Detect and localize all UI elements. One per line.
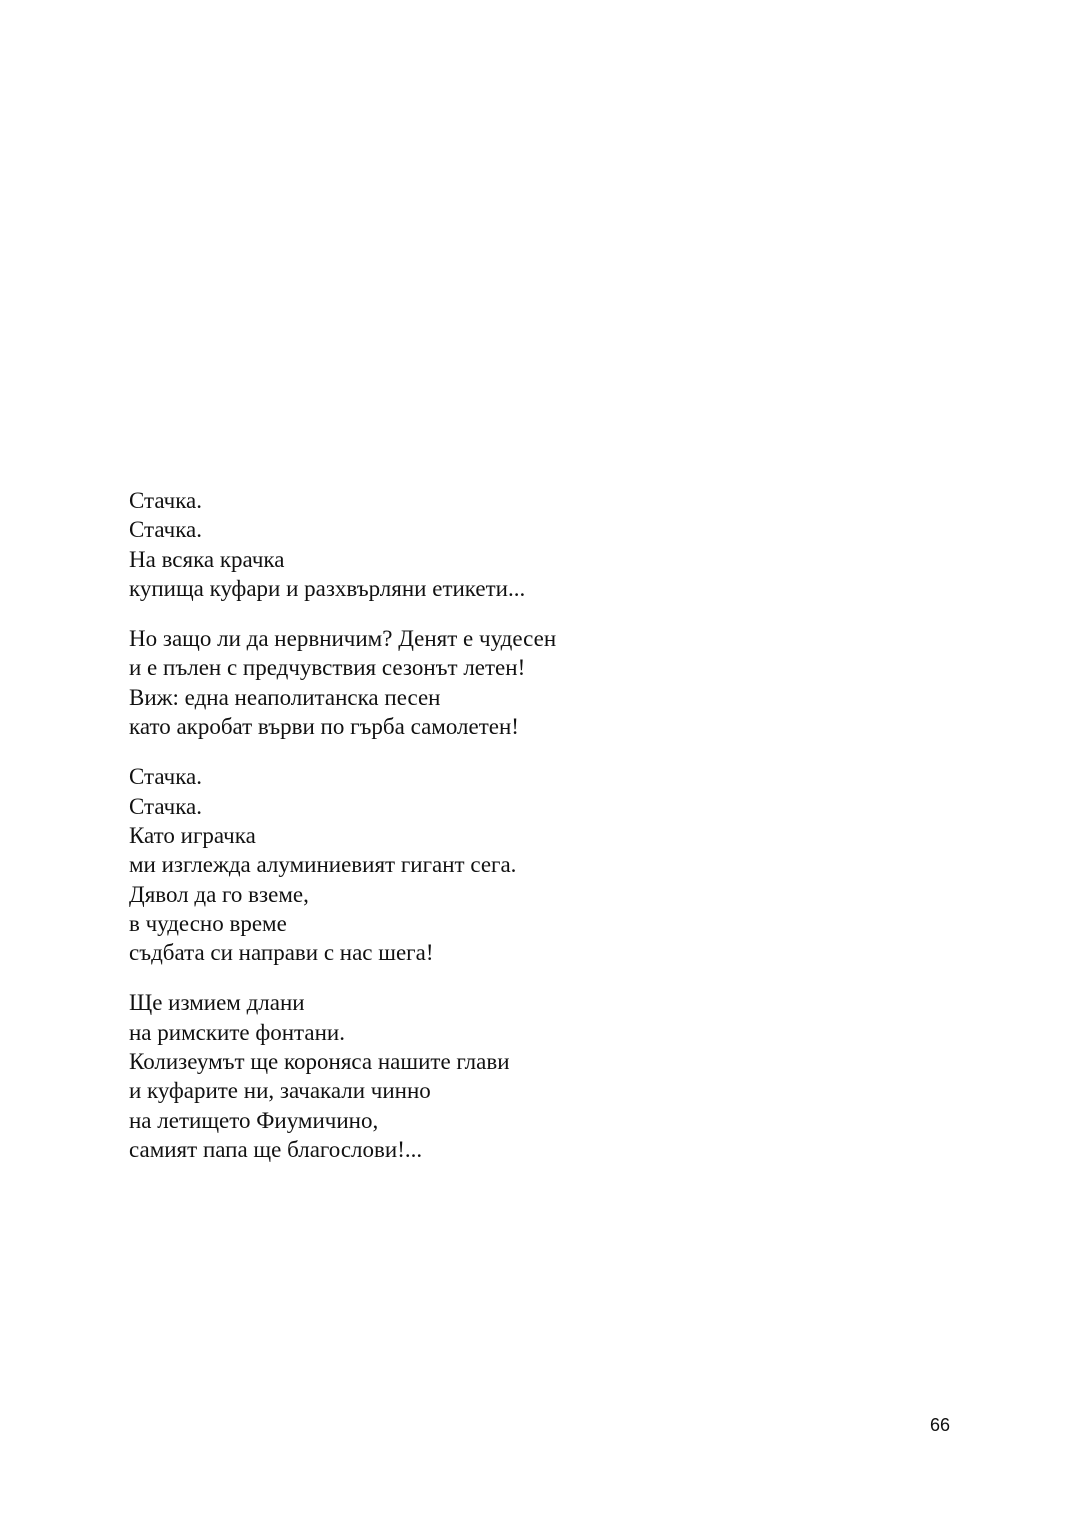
poem-line: Стачка.: [129, 488, 203, 513]
poem-text: [129, 486, 949, 1185]
poem-line: Но защо ли да нервничим? Денят е чудесен: [129, 626, 557, 652]
poem-line: Виж: една неаполитанска песен: [129, 684, 441, 710]
poem-line: Стачка.: [129, 793, 203, 819]
poem-line: Дявол да го вземе,: [129, 881, 309, 907]
stanza-1: [129, 486, 949, 603]
stanza-4: [129, 988, 949, 1164]
poem-line: На всяка крачка: [129, 546, 285, 572]
poem-line: на летището Фиумичино,: [129, 1107, 379, 1133]
poem-line: Стачка.: [129, 764, 203, 790]
poem-line: в чудесно време: [129, 910, 287, 936]
poem-line: купища куфари и разхвърляни етикети...: [129, 575, 526, 601]
poem-line: Ще измием длани: [129, 990, 305, 1016]
poem-line: Стачка.: [129, 517, 203, 543]
poem-line: и куфарите ни, зачакали чинно: [129, 1078, 431, 1104]
stanza-3: [129, 762, 949, 967]
page-number: 66: [930, 1415, 951, 1435]
poem-line: самият папа ще благослови!...: [129, 1136, 423, 1162]
poem-line: съдбата си направи с нас шега!: [129, 940, 434, 966]
poem-line: ми изглежда алуминиевият гигант сега.: [129, 852, 517, 878]
poem-line: като акробат върви по гърба самолетен!: [129, 714, 519, 740]
stanza-2: [129, 624, 949, 741]
poem-line: и е пълен с предчувствия сезонът летен!: [129, 655, 526, 681]
poem-line: на римските фонтани.: [129, 1019, 345, 1045]
poem-line: Като играчка: [129, 822, 256, 848]
poem-line: Колизеумът ще короняса нашите глави: [129, 1049, 510, 1075]
